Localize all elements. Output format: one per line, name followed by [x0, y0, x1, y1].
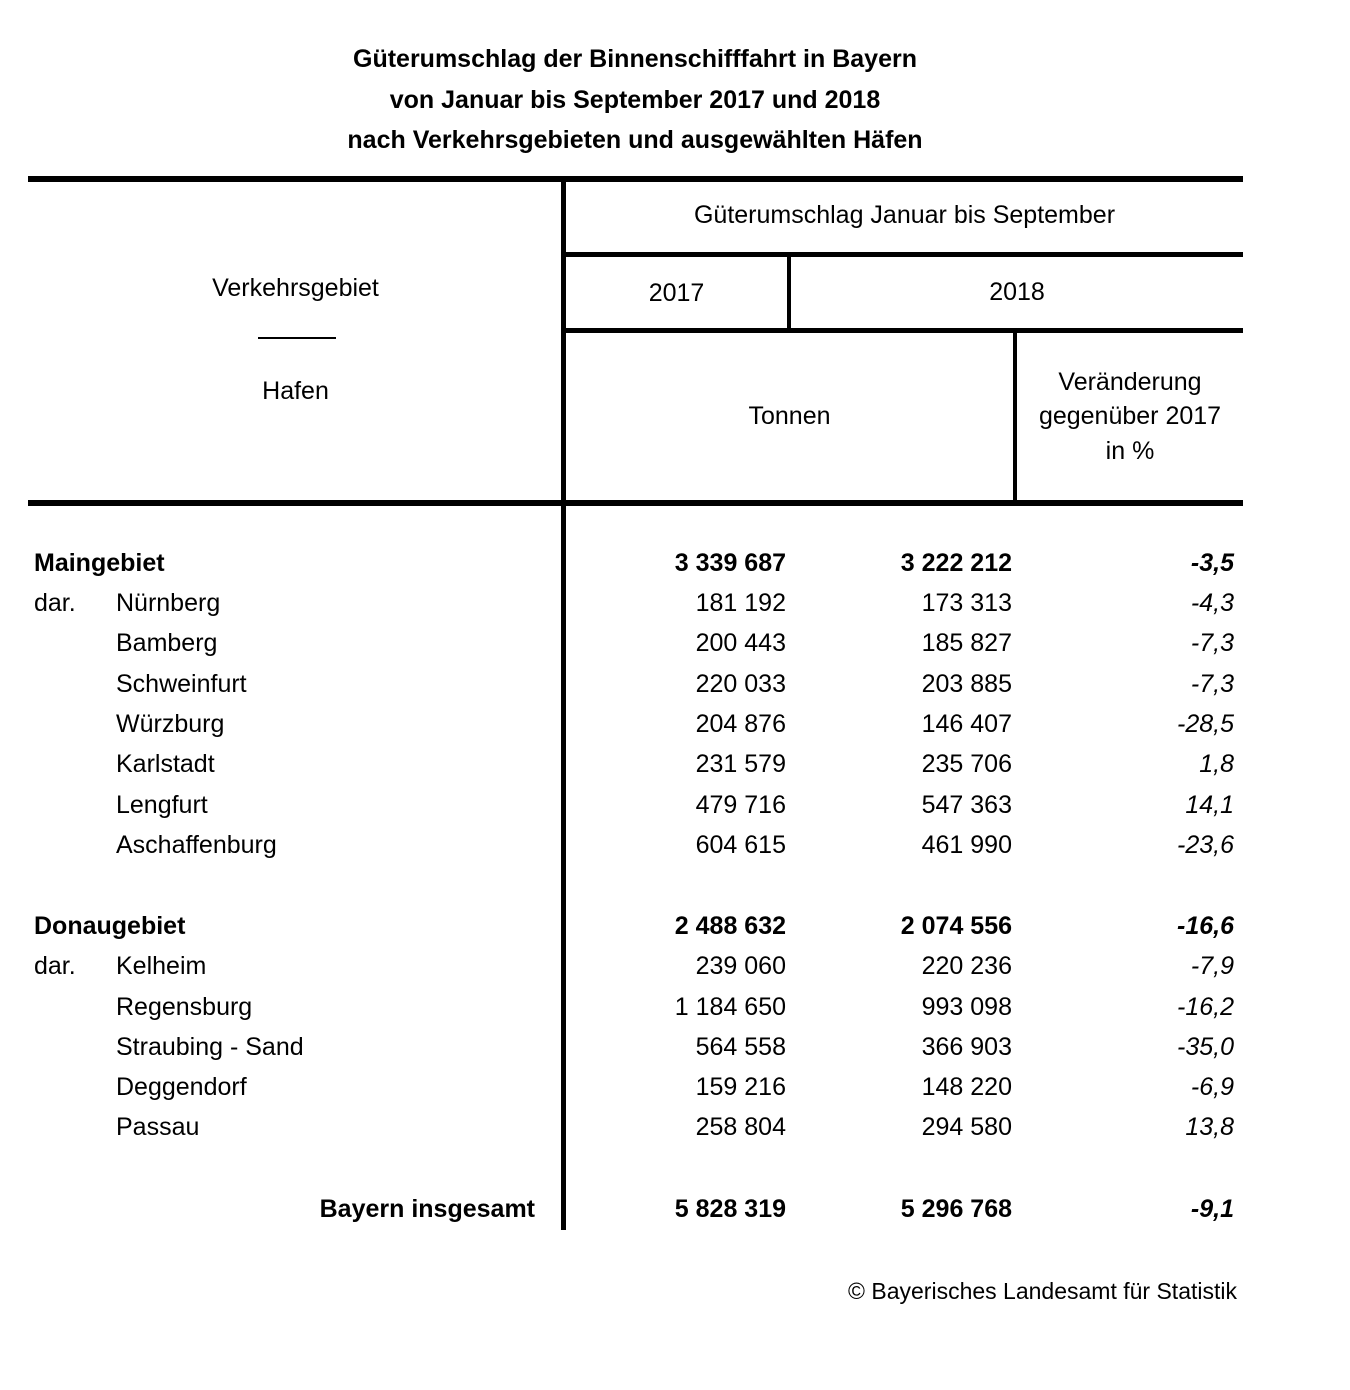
- value-2017: 2 488 632: [674, 912, 786, 940]
- value-2018: 366 903: [921, 1033, 1012, 1061]
- value-2018: 461 990: [921, 831, 1012, 859]
- value-2018: 2 074 556: [900, 912, 1012, 940]
- port-name: Bamberg: [116, 629, 218, 657]
- header-change-line-2: gegenüber 2017: [1038, 402, 1222, 430]
- value-2017: 3 339 687: [674, 549, 786, 577]
- value-change: 13,8: [1185, 1113, 1234, 1141]
- value-2017: 1 184 650: [674, 993, 786, 1021]
- table-row: [0, 1113, 1350, 1149]
- value-2017: 239 060: [695, 952, 786, 980]
- value-2018: 993 098: [921, 993, 1012, 1021]
- table-row: [0, 952, 1350, 988]
- value-change: -7,3: [1190, 670, 1234, 698]
- table-row: [0, 791, 1350, 827]
- port-name: Karlstadt: [116, 750, 215, 778]
- value-change: -3,5: [1190, 549, 1234, 577]
- value-2018: 294 580: [921, 1113, 1012, 1141]
- header-hafen: Hafen: [262, 377, 329, 405]
- prefix-dar: dar.: [34, 589, 76, 617]
- value-2017: 231 579: [695, 750, 786, 778]
- table-row: [0, 750, 1350, 786]
- port-name: Deggendorf: [116, 1073, 247, 1101]
- value-2017: 200 443: [695, 629, 786, 657]
- value-2018: 203 885: [921, 670, 1012, 698]
- table-row: [0, 589, 1350, 625]
- value-2018: 235 706: [921, 750, 1012, 778]
- table-top-rule: [28, 176, 1243, 182]
- header-verkehrsgebiet: Verkehrsgebiet: [212, 274, 379, 302]
- port-name: Straubing - Sand: [116, 1033, 304, 1061]
- area-name: Donaugebiet: [34, 912, 186, 940]
- header-separator-dash: [258, 337, 336, 339]
- value-change: -16,6: [1177, 912, 1234, 940]
- value-2018: 5 296 768: [900, 1195, 1012, 1223]
- value-change: -9,1: [1190, 1195, 1234, 1223]
- value-change: -6,9: [1190, 1073, 1234, 1101]
- port-name: Aschaffenburg: [116, 831, 277, 859]
- value-change: 14,1: [1185, 791, 1234, 819]
- value-2017: 204 876: [695, 710, 786, 738]
- title-line-2: von Januar bis September 2017 und 2018: [389, 86, 881, 114]
- port-name: Würzburg: [116, 710, 225, 738]
- port-name: Schweinfurt: [116, 670, 247, 698]
- port-name: Lengfurt: [116, 791, 208, 819]
- value-2018: 148 220: [921, 1073, 1012, 1101]
- value-change: -7,9: [1190, 952, 1234, 980]
- table-row-area: [0, 549, 1350, 585]
- source-footer: © Bayerisches Landesamt für Statistik: [848, 1278, 1237, 1304]
- value-2018: 547 363: [921, 791, 1012, 819]
- value-2017: 181 192: [695, 589, 786, 617]
- header-unit-tonnen: Tonnen: [748, 402, 831, 430]
- value-2017: 220 033: [695, 670, 786, 698]
- value-2017: 258 804: [695, 1113, 786, 1141]
- value-2018: 185 827: [921, 629, 1012, 657]
- value-2018: 3 222 212: [900, 549, 1012, 577]
- table-row: [0, 670, 1350, 706]
- port-name: Kelheim: [116, 952, 207, 980]
- title-line-3: nach Verkehrsgebieten und ausgewählten Häfen: [347, 126, 923, 154]
- table-row-area: [0, 912, 1350, 948]
- value-change: -35,0: [1177, 1033, 1234, 1061]
- total-label: Bayern insgesamt: [319, 1195, 535, 1223]
- header-bottom-rule: [28, 500, 1243, 506]
- table-row-total: [0, 1195, 1350, 1231]
- header-year-2017: 2017: [648, 279, 705, 307]
- table-row: [0, 710, 1350, 746]
- value-2017: 159 216: [695, 1073, 786, 1101]
- area-name: Maingebiet: [34, 549, 165, 577]
- table-row: [0, 993, 1350, 1029]
- table-row: [0, 629, 1350, 665]
- value-2017: 479 716: [695, 791, 786, 819]
- header-change-line-3: in %: [1105, 437, 1155, 465]
- value-2017: 5 828 319: [674, 1195, 786, 1223]
- value-2017: 564 558: [695, 1033, 786, 1061]
- port-name: Regensburg: [116, 993, 253, 1021]
- value-change: 1,8: [1199, 750, 1234, 778]
- value-2018: 220 236: [921, 952, 1012, 980]
- header-year-2018: 2018: [989, 278, 1045, 306]
- table-row: [0, 831, 1350, 867]
- value-2017: 604 615: [695, 831, 786, 859]
- table-row: [0, 1033, 1350, 1069]
- header-rule-years: [563, 328, 1243, 333]
- header-rule-group: [563, 252, 1243, 257]
- header-group-title: Güterumschlag Januar bis September: [693, 201, 1116, 229]
- header-change-line-1: Veränderung: [1058, 368, 1202, 396]
- prefix-dar: dar.: [34, 952, 76, 980]
- table-row: [0, 1073, 1350, 1109]
- port-name: Nürnberg: [116, 589, 221, 617]
- value-2018: 146 407: [921, 710, 1012, 738]
- value-change: -16,2: [1177, 993, 1234, 1021]
- value-change: -4,3: [1190, 589, 1234, 617]
- value-change: -7,3: [1190, 629, 1234, 657]
- title-line-1: Güterumschlag der Binnenschifffahrt in Bayern: [353, 45, 917, 73]
- port-name: Passau: [116, 1113, 200, 1141]
- value-2018: 173 313: [921, 589, 1012, 617]
- value-change: -23,6: [1177, 831, 1234, 859]
- value-change: -28,5: [1177, 710, 1234, 738]
